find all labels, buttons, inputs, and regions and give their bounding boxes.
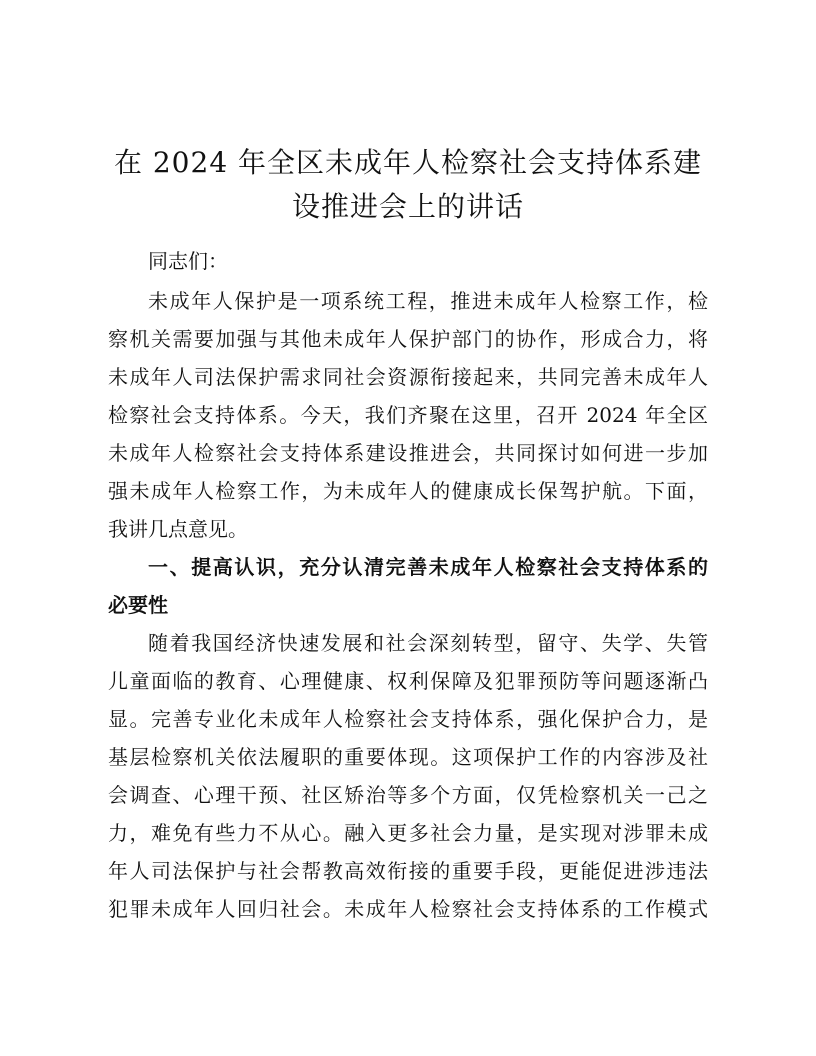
paragraph2-line-1: 随着我国经济快速发展和社会深刻转型，留守、失学、失管	[148, 631, 708, 655]
section-heading-line-2: 必要性	[108, 593, 168, 617]
paragraph1-line-4: 检察社会支持体系。今天，我们齐聚在这里，召开 2024 年全区	[108, 403, 708, 427]
section-heading-line-1: 一、提高认识，充分认清完善未成年人检察社会支持体系的	[148, 555, 708, 579]
paragraph1-line-2: 察机关需要加强与其他未成年人保护部门的协作，形成合力，将	[108, 327, 708, 351]
paragraph2-line-8: 犯罪未成年人回归社会。未成年人检察社会支持体系的工作模式	[108, 897, 708, 921]
title-line-1: 在 2024 年全区未成年人检察社会支持体系建	[113, 146, 703, 179]
paragraph2-line-7: 年人司法保护与社会帮教高效衔接的重要手段，更能促进涉违法	[108, 859, 708, 883]
paragraph2-line-2: 儿童面临的教育、心理健康、权利保障及犯罪预防等问题逐渐凸	[108, 669, 708, 693]
paragraph2-line-5: 会调查、心理干预、社区矫治等多个方面，仅凭检察机关一己之	[108, 783, 708, 807]
paragraph2-line-6: 力，难免有些力不从心。融入更多社会力量，是实现对涉罪未成	[108, 821, 708, 845]
paragraph1-line-7: 我讲几点意见。	[108, 517, 248, 541]
salutation: 同志们：	[148, 249, 228, 273]
paragraph1-line-1: 未成年人保护是一项系统工程，推进未成年人检察工作，检	[148, 289, 708, 313]
paragraph1-line-6: 强未成年人检察工作，为未成年人的健康成长保驾护航。下面，	[108, 479, 708, 503]
paragraph2-line-4: 基层检察机关依法履职的重要体现。这项保护工作的内容涉及社	[108, 745, 708, 769]
paragraph2-line-3: 显。完善专业化未成年人检察社会支持体系，强化保护合力，是	[108, 707, 708, 731]
title-line-2: 设推进会上的讲话	[291, 190, 524, 223]
paragraph1-line-5: 未成年人检察社会支持体系建设推进会，共同探讨如何进一步加	[108, 441, 708, 465]
paragraph1-line-3: 未成年人司法保护需求同社会资源衔接起来，共同完善未成年人	[108, 365, 708, 389]
